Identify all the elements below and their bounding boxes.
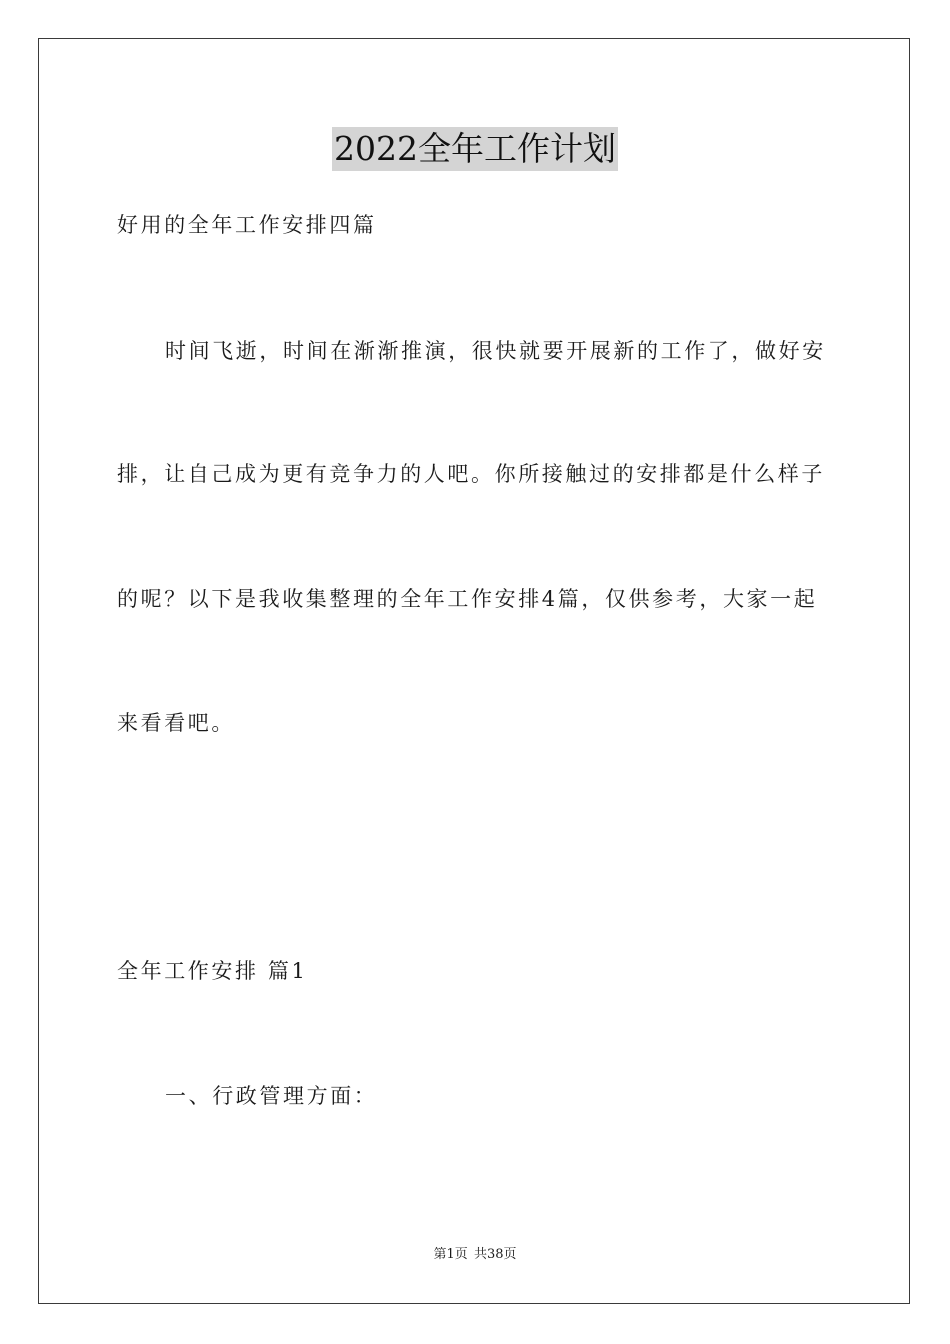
page-number-current: 第1页	[433, 1247, 468, 1262]
paragraph-line-1: 时间飞逝，时间在渐渐推演，很快就要开展新的工作了，做好安	[165, 339, 826, 363]
page-footer	[0, 1246, 950, 1264]
document-subtitle: 好用的全年工作安排四篇	[117, 213, 377, 237]
paragraph-line-3: 的呢？以下是我收集整理的全年工作安排4篇，仅供参考，大家一起	[117, 587, 818, 611]
paragraph-line-2: 排，让自己成为更有竞争力的人吧。你所接触过的安排都是什么样子	[117, 462, 825, 486]
subheading: 一、行政管理方面：	[165, 1084, 378, 1108]
page-number-total: 共38页	[473, 1247, 517, 1262]
paragraph-line-4: 来看看吧。	[117, 711, 235, 735]
title-container	[0, 127, 950, 171]
section-heading: 全年工作安排 篇1	[117, 959, 308, 983]
document-title: 2022全年工作计划	[332, 127, 618, 171]
